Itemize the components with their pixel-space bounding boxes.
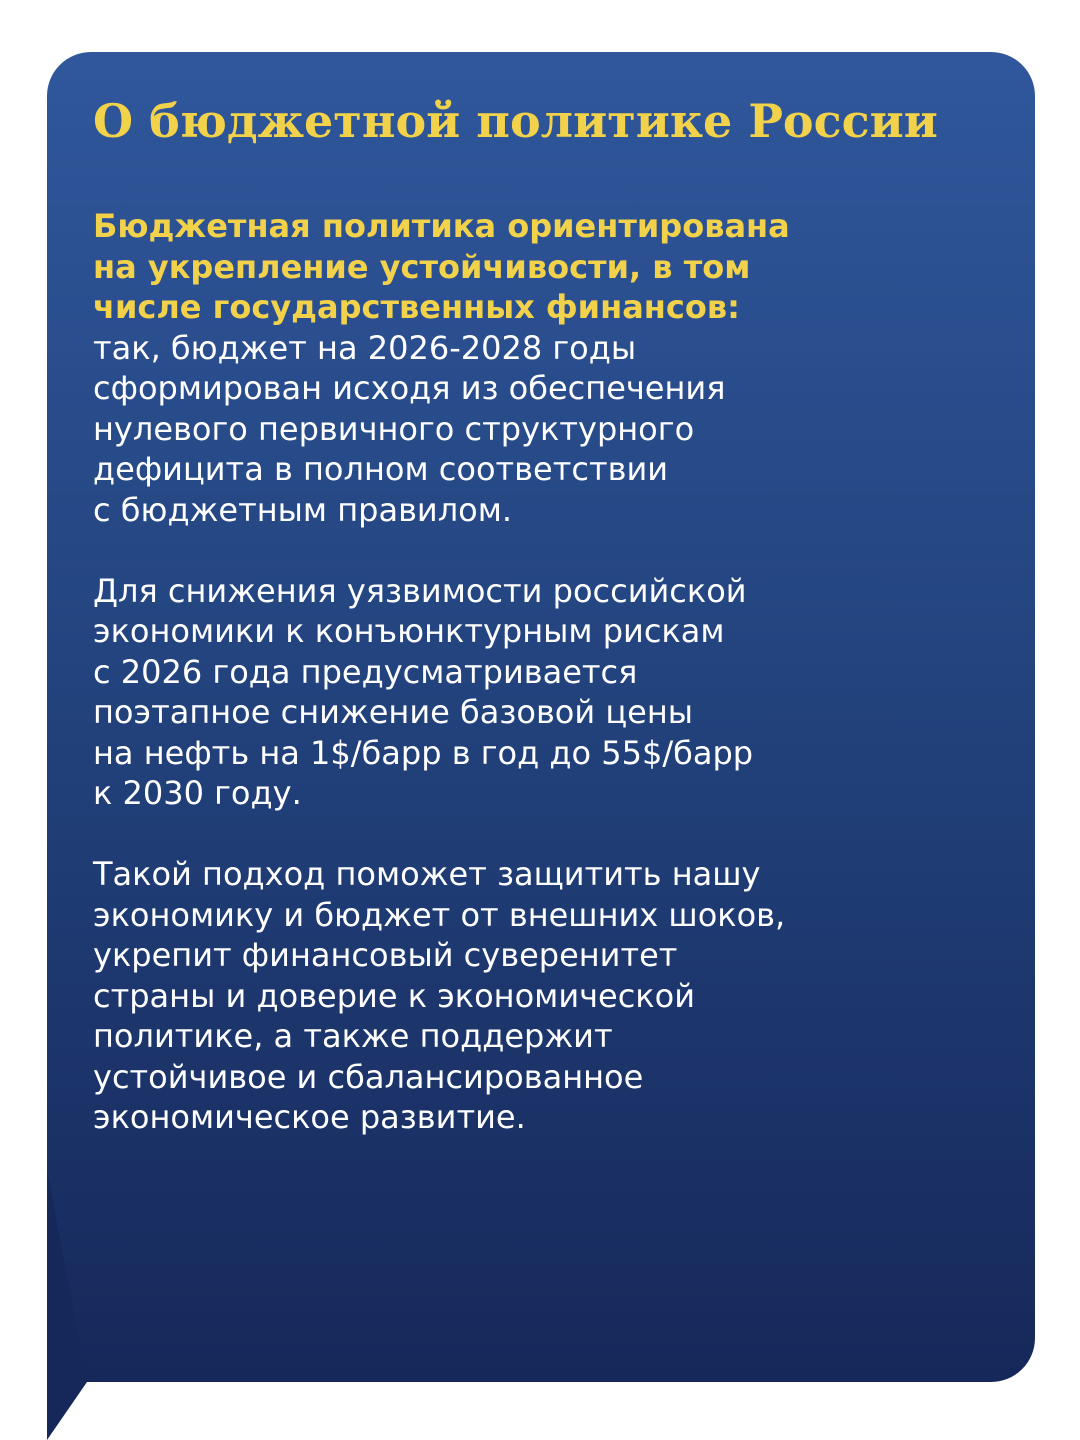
text-line: экономику и бюджет от внешних шоков, [93, 895, 786, 934]
text-line: на нефть на 1$/барр в год до 55$/барр [93, 733, 754, 772]
text-line: к 2030 году. [93, 774, 302, 812]
paragraph-1 [93, 206, 993, 530]
text-line: Для снижения уязвимости российской [93, 571, 747, 610]
text-line: дефицита в полном соответствии [93, 450, 669, 488]
text-line: Такой подход поможет защитить нашу [93, 855, 761, 893]
text-line: поэтапное снижение базовой цены [93, 693, 693, 731]
text-line: с бюджетным правилом. [93, 490, 513, 529]
page-title: О бюджетной политике России [93, 94, 938, 148]
text-line: укрепит финансовый суверенитет [93, 936, 678, 974]
paragraph-3 [93, 854, 993, 1138]
paragraph-2 [93, 571, 993, 814]
text-line: политике, а также поддержит [93, 1017, 613, 1055]
text-line: нулевого первичного структурного [93, 409, 695, 448]
paragraph-gap [93, 530, 993, 571]
text-line: так, бюджет на 2026-2028 годы [93, 328, 637, 367]
text-line: страны и доверие к экономической [93, 976, 695, 1015]
text-line: сформирован исходя из обеспечения [93, 369, 726, 407]
text-line: с 2026 года предусматривается [93, 652, 638, 691]
accent-line: числе государственных финансов: [93, 288, 740, 326]
text-line: экономики к конъюнктурным рискам [93, 612, 725, 650]
paragraph-gap [93, 814, 993, 855]
accent-line: на укрепление устойчивости, в том [93, 247, 751, 286]
accent-line: Бюджетная политика ориентирована [93, 207, 790, 245]
bubble-tail-icon [47, 1170, 107, 1440]
article-body [93, 206, 993, 1138]
text-line: устойчивое и сбалансированное [93, 1057, 644, 1096]
text-line: экономическое развитие. [93, 1098, 526, 1136]
